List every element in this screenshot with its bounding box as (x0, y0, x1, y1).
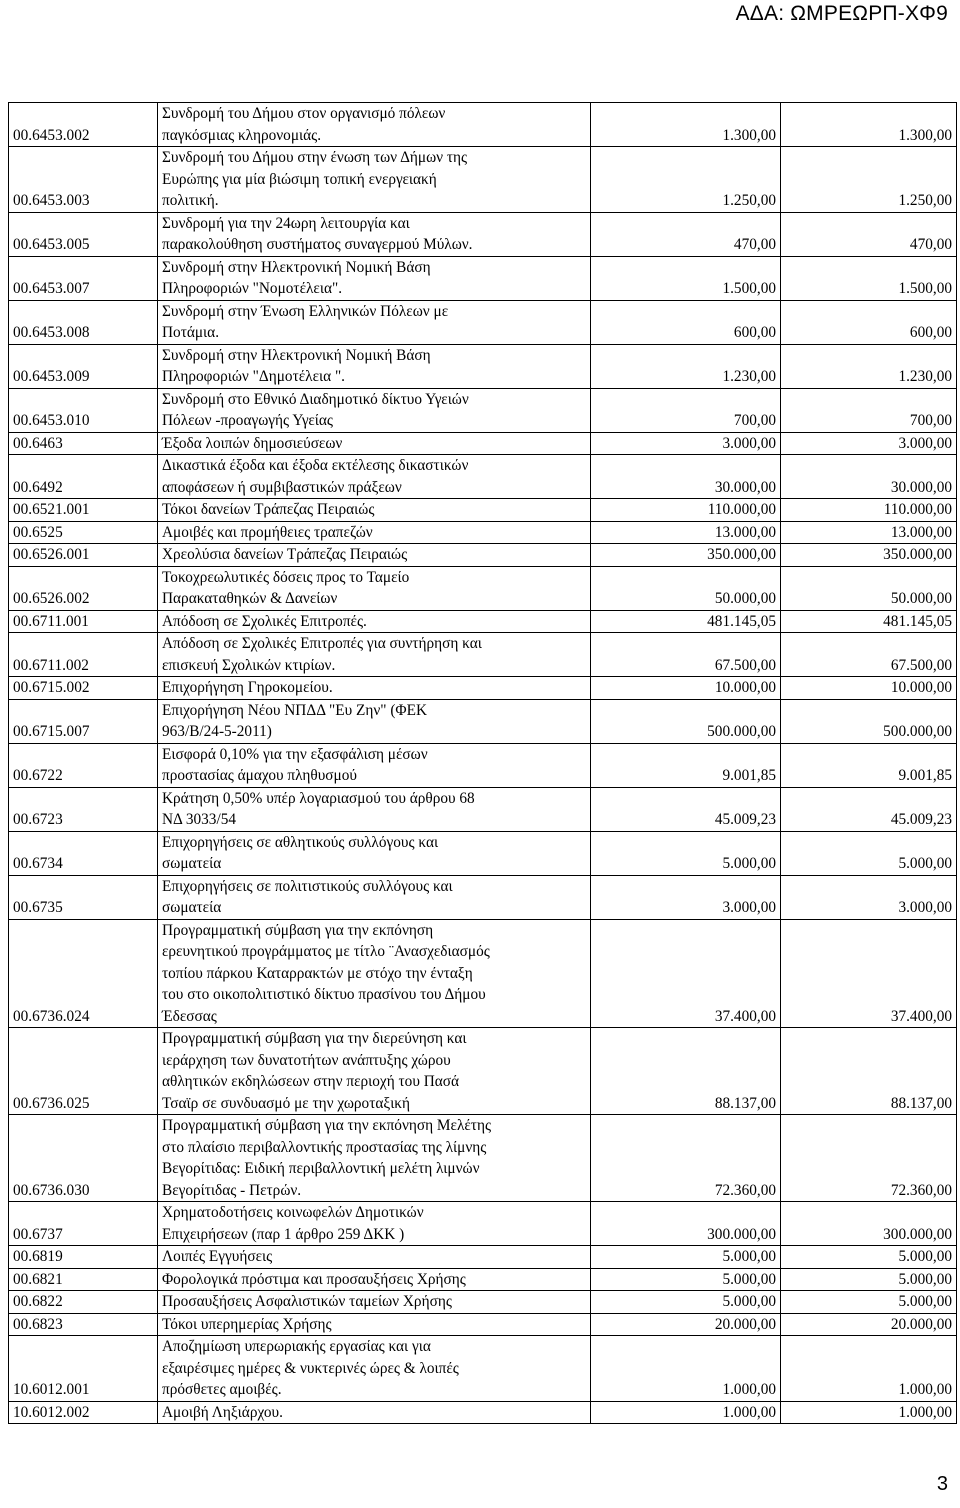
expense-description (158, 1202, 591, 1246)
amount-secondary: 72.360,00 (781, 1115, 957, 1202)
account-code: 00.6525 (9, 521, 158, 544)
description-line: Δικαστικά έξοδα και έξοδα εκτέλεσης δικαστικών (162, 457, 469, 474)
account-code: 10.6012.001 (9, 1336, 158, 1402)
amount-primary: 9.001,85 (591, 743, 781, 787)
expense-description (158, 147, 591, 213)
amount-primary: 1.250,00 (591, 147, 781, 213)
account-code: 00.6715.007 (9, 699, 158, 743)
amount-secondary: 50.000,00 (781, 566, 957, 610)
account-code: 00.6453.010 (9, 388, 158, 432)
description-line: Προγραμματική σύμβαση για την εκπόνηση (162, 921, 434, 939)
table-row (9, 1202, 957, 1246)
description-line: Πληροφοριών "Δημοτέλεια ". (162, 368, 346, 385)
expense-description (158, 256, 591, 300)
expense-description (158, 103, 591, 147)
table-row (9, 1336, 957, 1402)
amount-secondary: 88.137,00 (781, 1028, 957, 1115)
description-line: Αποζημίωση υπερωριακής εργασίας και για (162, 1338, 431, 1355)
amount-secondary: 1.500,00 (781, 256, 957, 300)
table-row (9, 344, 957, 388)
table-row (9, 1313, 957, 1336)
description-line: Προσαυξήσεις Ασφαλιστικών ταμείων Χρήσης (162, 1293, 452, 1310)
account-code: 10.6012.002 (9, 1401, 158, 1424)
table-row (9, 147, 957, 213)
amount-secondary: 1.000,00 (781, 1336, 957, 1402)
account-code: 00.6715.002 (9, 677, 158, 700)
description-line: σωματεία (162, 899, 222, 916)
amount-primary: 600,00 (591, 300, 781, 344)
account-code: 00.6453.002 (9, 103, 158, 147)
amount-primary: 13.000,00 (591, 521, 781, 544)
table-row (9, 831, 957, 875)
table-row (9, 633, 957, 677)
description-line: Εισφορά 0,10% για την εξασφάλιση μέσων (162, 745, 428, 763)
description-line: Τόκοι δανείων Τράπεζας Πειραιώς (162, 501, 375, 518)
account-code: 00.6526.002 (9, 566, 158, 610)
account-code: 00.6453.007 (9, 256, 158, 300)
description-line: Συνδρομή στην Ηλεκτρονική Νομική Βάση (162, 258, 431, 276)
description-line: Επιχορήγηση Νέου ΝΠΔΔ "Ευ Ζην" (ΦΕΚ (162, 701, 427, 719)
description-line: Έξοδα λοιπών δημοσιεύσεων (162, 434, 343, 452)
amount-secondary: 470,00 (781, 212, 957, 256)
expense-description (158, 300, 591, 344)
amount-secondary: 67.500,00 (781, 633, 957, 677)
table-row (9, 103, 957, 147)
description-line: Φορολογικά πρόστιμα και προσαυξήσεις Χρήσης (162, 1270, 466, 1288)
amount-primary: 37.400,00 (591, 919, 781, 1028)
description-line: Βεγορίτιδας: Ειδική περιβαλλοντική μελέτη λιμνών (162, 1160, 480, 1177)
expense-description (158, 919, 591, 1028)
description-line: Επιχορηγήσεις σε πολιτιστικούς συλλόγους και (162, 877, 453, 895)
description-line: του στο οικοπολιτιστικό δίκτυο πρασίνου του Δήμου (162, 986, 486, 1003)
account-code: 00.6736.025 (9, 1028, 158, 1115)
expense-description (158, 633, 591, 677)
description-line: προστασίας άμαχου πληθυσμού (162, 767, 357, 784)
description-line: Συνδρομή στην Ηλεκτρονική Νομική Βάση (162, 346, 431, 364)
table-row (9, 1246, 957, 1269)
amount-secondary: 500.000,00 (781, 699, 957, 743)
account-code: 00.6453.003 (9, 147, 158, 213)
account-code: 00.6722 (9, 743, 158, 787)
account-code: 00.6734 (9, 831, 158, 875)
table-row (9, 1401, 957, 1424)
expense-description (158, 212, 591, 256)
description-line: Ποτάμια. (162, 324, 220, 341)
amount-secondary: 300.000,00 (781, 1202, 957, 1246)
account-code: 00.6822 (9, 1291, 158, 1314)
description-line: εξαιρέσιμες ημέρες & νυκτερινές ώρες & λοιπές (162, 1359, 459, 1377)
description-line: 963/Β/24-5-2011) (162, 723, 272, 740)
amount-secondary: 5.000,00 (781, 1291, 957, 1314)
budget-table (8, 102, 957, 1424)
description-line: Συνδρομή για την 24ωρη λειτουργία και (162, 214, 410, 232)
amount-secondary: 5.000,00 (781, 1268, 957, 1291)
amount-secondary: 13.000,00 (781, 521, 957, 544)
amount-primary: 10.000,00 (591, 677, 781, 700)
description-line: Συνδρομή στην Ένωση Ελληνικών Πόλεων με (162, 302, 449, 320)
description-line: Έδεσσας (162, 1007, 217, 1025)
description-line: ΝΔ 3033/54 (162, 811, 237, 828)
table-row (9, 677, 957, 700)
description-line: Τοκοχρεωλυτικές δόσεις προς το Ταμείο (162, 568, 410, 586)
description-line: τοπίου πάρκου Καταρρακτών με στόχο την ένταξη (162, 964, 473, 982)
account-code: 00.6711.001 (9, 610, 158, 633)
amount-primary: 300.000,00 (591, 1202, 781, 1246)
table-row (9, 521, 957, 544)
amount-secondary: 700,00 (781, 388, 957, 432)
expense-description (158, 432, 591, 455)
amount-secondary: 20.000,00 (781, 1313, 957, 1336)
description-line: σωματεία (162, 855, 222, 872)
expense-description (158, 831, 591, 875)
description-line: Τσαϊρ σε συνδυασμό με την χωροταξική (162, 1094, 411, 1112)
amount-primary: 1.000,00 (591, 1401, 781, 1424)
table-row (9, 743, 957, 787)
account-code: 00.6526.001 (9, 544, 158, 567)
account-code: 00.6736.024 (9, 919, 158, 1028)
amount-primary: 67.500,00 (591, 633, 781, 677)
amount-primary: 1.230,00 (591, 344, 781, 388)
expense-description (158, 1246, 591, 1269)
description-line: Συνδρομή του Δήμου στον οργανισμό πόλεων (162, 105, 446, 122)
description-line: παγκόσμιας κληρονομιάς. (162, 126, 322, 144)
description-line: αθλητικών εκδηλώσεων στην περιοχή του Πασά (162, 1073, 460, 1090)
expense-description (158, 699, 591, 743)
amount-secondary: 9.001,85 (781, 743, 957, 787)
amount-secondary: 5.000,00 (781, 831, 957, 875)
expense-description (158, 499, 591, 522)
description-line: Απόδοση σε Σχολικές Επιτροπές για συντήρηση και (162, 635, 482, 652)
table-row (9, 212, 957, 256)
table-row (9, 1028, 957, 1115)
expense-description (158, 1268, 591, 1291)
amount-primary: 481.145,05 (591, 610, 781, 633)
amount-primary: 350.000,00 (591, 544, 781, 567)
description-line: στο πλαίσιο περιβαλλοντικής προστασίας της λίμνης (162, 1138, 487, 1156)
expense-description (158, 787, 591, 831)
amount-secondary: 110.000,00 (781, 499, 957, 522)
account-code: 00.6737 (9, 1202, 158, 1246)
amount-secondary: 481.145,05 (781, 610, 957, 633)
expense-description (158, 610, 591, 633)
account-code: 00.6711.002 (9, 633, 158, 677)
description-line: Χρεολύσια δανείων Τράπεζας Πειραιώς (162, 546, 408, 563)
description-line: παρακολούθηση συστήματος συναγερμού Μύλων. (162, 236, 473, 253)
amount-primary: 3.000,00 (591, 432, 781, 455)
description-line: Επιχορηγήσεις σε αθλητικούς συλλόγους και (162, 833, 439, 851)
description-line: Προγραμματική σύμβαση για την διερεύνηση και (162, 1030, 467, 1047)
amount-secondary: 1.300,00 (781, 103, 957, 147)
table-row (9, 455, 957, 499)
expense-description (158, 1115, 591, 1202)
table-row (9, 787, 957, 831)
description-line: ιεράρχηση των δυνατοτήτων ανάπτυξης χώρου (162, 1051, 451, 1069)
amount-primary: 700,00 (591, 388, 781, 432)
account-code: 00.6463 (9, 432, 158, 455)
description-line: Απόδοση σε Σχολικές Επιτροπές. (162, 612, 367, 630)
table-row (9, 1115, 957, 1202)
table-row (9, 566, 957, 610)
expense-description (158, 1313, 591, 1336)
table-row (9, 432, 957, 455)
description-line: επισκευή Σχολικών κτιρίων. (162, 656, 336, 674)
amount-primary: 1.500,00 (591, 256, 781, 300)
amount-primary: 45.009,23 (591, 787, 781, 831)
amount-secondary: 350.000,00 (781, 544, 957, 567)
description-line: Συνδρομή του Δήμου στην ένωση των Δήμων της (162, 149, 468, 166)
amount-primary: 30.000,00 (591, 455, 781, 499)
amount-primary: 5.000,00 (591, 1291, 781, 1314)
table-row (9, 1268, 957, 1291)
amount-primary: 3.000,00 (591, 875, 781, 919)
description-line: Τόκοι υπερημερίας Χρήσης (162, 1315, 332, 1333)
amount-primary: 1.000,00 (591, 1336, 781, 1402)
amount-primary: 470,00 (591, 212, 781, 256)
amount-primary: 5.000,00 (591, 1246, 781, 1269)
table-row (9, 499, 957, 522)
ada-header: ΑΔΑ: ΩΜΡΕΩΡΠ-ΧΦ9 (735, 2, 948, 25)
account-code: 00.6453.009 (9, 344, 158, 388)
table-row (9, 388, 957, 432)
amount-primary: 50.000,00 (591, 566, 781, 610)
account-code: 00.6492 (9, 455, 158, 499)
expense-description (158, 344, 591, 388)
table-row (9, 610, 957, 633)
account-code: 00.6735 (9, 875, 158, 919)
description-line: Πληροφοριών "Νομοτέλεια". (162, 280, 343, 297)
amount-primary: 72.360,00 (591, 1115, 781, 1202)
amount-primary: 5.000,00 (591, 831, 781, 875)
description-line: Προγραμματική σύμβαση για την εκπόνηση Μελέτης (162, 1117, 491, 1134)
expense-description (158, 875, 591, 919)
amount-secondary: 37.400,00 (781, 919, 957, 1028)
description-line: ερευνητικού προγράμματος με τίτλο ¨Ανασχεδιασμός (162, 943, 490, 960)
amount-primary: 88.137,00 (591, 1028, 781, 1115)
account-code: 00.6723 (9, 787, 158, 831)
amount-secondary: 10.000,00 (781, 677, 957, 700)
description-line: Βεγορίτιδας - Πετρών. (162, 1181, 302, 1199)
amount-primary: 5.000,00 (591, 1268, 781, 1291)
description-line: πολιτική. (162, 192, 219, 209)
account-code: 00.6823 (9, 1313, 158, 1336)
description-line: αποφάσεων ή συμβιβαστικών πράξεων (162, 478, 402, 496)
table-row (9, 919, 957, 1028)
expense-description (158, 743, 591, 787)
amount-secondary: 30.000,00 (781, 455, 957, 499)
description-line: Κράτηση 0,50% υπέρ λογαριασμού του άρθρου 68 (162, 789, 475, 807)
expense-description (158, 1336, 591, 1402)
expense-description (158, 1401, 591, 1424)
table-row (9, 1291, 957, 1314)
description-line: Πόλεων -προαγωγής Υγείας (162, 412, 333, 429)
table-row (9, 544, 957, 567)
account-code: 00.6521.001 (9, 499, 158, 522)
expense-description (158, 1291, 591, 1314)
description-line: πρόσθετες αμοιβές. (162, 1381, 282, 1398)
expense-description (158, 544, 591, 567)
amount-secondary: 3.000,00 (781, 875, 957, 919)
description-line: Αμοιβές και προμήθειες τραπεζών (162, 523, 373, 541)
description-line: Αμοιβή Ληξιάρχου. (162, 1403, 283, 1421)
table-row (9, 699, 957, 743)
amount-primary: 1.300,00 (591, 103, 781, 147)
amount-secondary: 1.000,00 (781, 1401, 957, 1424)
amount-secondary: 1.250,00 (781, 147, 957, 213)
table-row (9, 256, 957, 300)
amount-secondary: 600,00 (781, 300, 957, 344)
page-number: 3 (936, 1473, 948, 1495)
account-code: 00.6453.008 (9, 300, 158, 344)
description-line: Λοιπές Εγγυήσεις (162, 1248, 273, 1265)
amount-primary: 500.000,00 (591, 699, 781, 743)
budget-table-body (9, 103, 957, 1424)
amount-primary: 110.000,00 (591, 499, 781, 522)
description-line: Ευρώπης για μία βιώσιμη τοπική ενεργειακή (162, 170, 437, 188)
expense-description (158, 1028, 591, 1115)
account-code: 00.6453.005 (9, 212, 158, 256)
description-line: Παρακαταθηκών & Δανείων (162, 590, 338, 607)
expense-description (158, 455, 591, 499)
amount-secondary: 45.009,23 (781, 787, 957, 831)
account-code: 00.6736.030 (9, 1115, 158, 1202)
expense-description (158, 521, 591, 544)
amount-secondary: 3.000,00 (781, 432, 957, 455)
description-line: Επιχειρήσεων (παρ 1 άρθρο 259 ΔΚΚ ) (162, 1225, 405, 1243)
expense-description (158, 677, 591, 700)
amount-primary: 20.000,00 (591, 1313, 781, 1336)
description-line: Χρηματοδοτήσεις κοινωφελών Δημοτικών (162, 1204, 424, 1221)
table-row (9, 300, 957, 344)
account-code: 00.6819 (9, 1246, 158, 1269)
expense-description (158, 566, 591, 610)
description-line: Συνδρομή στο Εθνικό Διαδημοτικό δίκτυο Υγειών (162, 390, 469, 408)
description-line: Επιχορήγηση Γηροκομείου. (162, 679, 333, 696)
expense-description (158, 388, 591, 432)
account-code: 00.6821 (9, 1268, 158, 1291)
amount-secondary: 5.000,00 (781, 1246, 957, 1269)
amount-secondary: 1.230,00 (781, 344, 957, 388)
table-row (9, 875, 957, 919)
